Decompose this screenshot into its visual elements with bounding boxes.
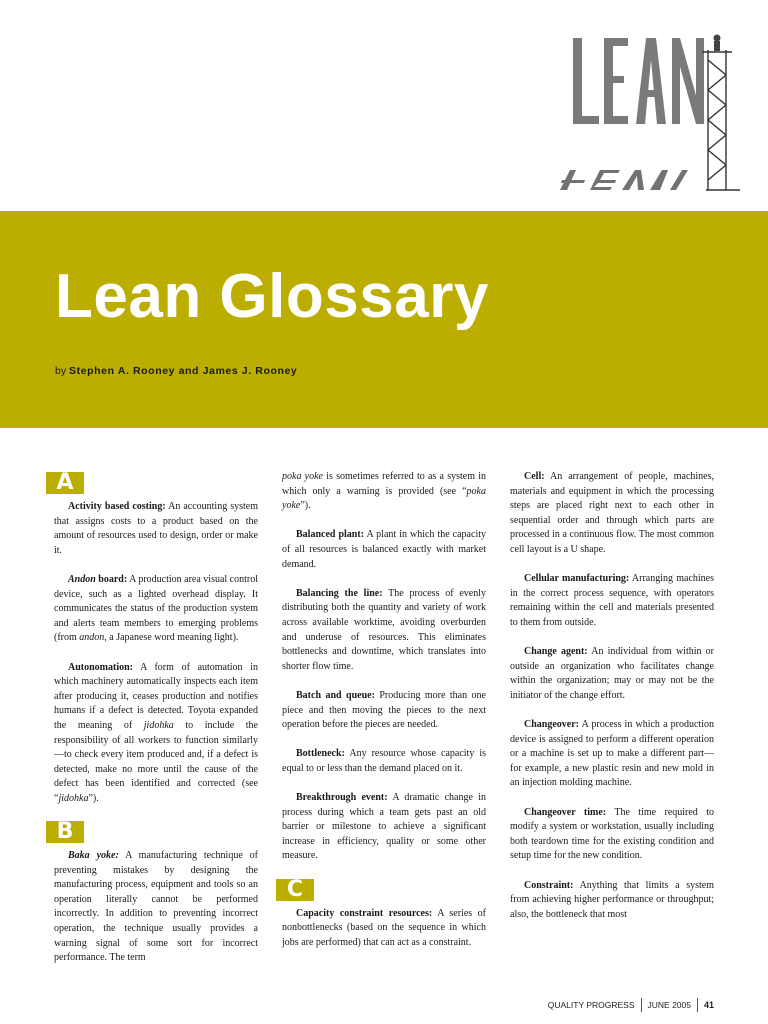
definition: A dramatic change in process during which a team gets past an old barrier or milestone to achieve a significant increase in efficiency, quality or some other measure. xyxy=(282,792,486,862)
definition: Arranging machines in the correct process sequence, with operators remaining within the cell and materials presented to them from outside. xyxy=(510,573,714,628)
section-letter-c: C xyxy=(276,879,314,901)
entry-balancing-the-line xyxy=(282,587,486,675)
entry-baka-yoke xyxy=(54,849,258,966)
term: Balancing the line: xyxy=(296,587,383,599)
entry-autonomation: Autonomation: A form of automation in which machinery automatically inspects each item after producing it, ceases production and notifies humans if a defect is detected. Toyota expanded the meaning of jidohka to include the responsibility of all workers to function similarly—to check every item produced and, if a defect is detected, make no more until the cause of the defect has been identified and corrected (see “jidohka”). xyxy=(54,661,258,804)
definition: Anything that limits a system from achieving higher performance or throughput; also, the bottleneck that most xyxy=(510,879,714,920)
term: Changeover: xyxy=(524,719,579,731)
term: Cell: xyxy=(524,471,545,482)
definition: Producing more than one piece and then moving the pieces to the next operation before the pieces are needed. xyxy=(282,689,486,731)
footer-divider xyxy=(697,998,698,1012)
column-2 xyxy=(282,470,486,950)
entry-cellular-manufacturing xyxy=(510,572,714,630)
term: Autonomation: xyxy=(68,661,134,673)
term: Capacity constraint resources: xyxy=(296,907,433,919)
issue-date: JUNE 2005 xyxy=(647,1000,691,1010)
term: Baka yoke: xyxy=(68,850,119,862)
entry-breakthrough-event xyxy=(282,791,486,864)
term: Activity based costing: xyxy=(68,501,166,512)
definition: The process of evenly distributing both the quantity and variety of work across available worktime, avoiding overburden and underuse of resources. This eliminates bottlenecks and downtime, which translates into shorter flow time. xyxy=(282,587,486,672)
term: Cellular manufacturing: xyxy=(524,573,630,585)
column-1 xyxy=(54,470,258,966)
entry-cell xyxy=(510,470,714,558)
entry-bottleneck xyxy=(282,747,486,776)
entry-changeover-time xyxy=(510,806,714,864)
footer-divider xyxy=(641,998,642,1012)
title-banner xyxy=(0,211,768,428)
definition: An accounting system that assigns costs to a product based on the amount of resources used to design, order or make it. xyxy=(54,501,258,556)
lean-logo-illustration xyxy=(540,30,750,196)
byline xyxy=(55,365,297,377)
definition: Any resource whose capacity is equal to or less than the demand placed on it. xyxy=(282,748,486,774)
definition: A series of nonbottlenecks (based on the sequence in which jobs are performed) that can act as a constraint. xyxy=(282,907,487,948)
page-footer xyxy=(548,998,714,1012)
term: Bottleneck: xyxy=(296,748,345,760)
definition: A form of automation in which machinery automatically inspects each item after producing it, ceases production and notifies humans if a defect is detected. Toyota expanded the meaning of xyxy=(54,661,258,731)
entry-changeover xyxy=(510,718,714,791)
term: Change agent: xyxy=(524,646,588,658)
section-letter-a: A xyxy=(46,472,84,494)
page-number: 41 xyxy=(703,1000,714,1010)
definition: A production area visual control device, such as a lighted overhead display. It communicates the status of the production system and alerts team members to emerging problems (from xyxy=(54,573,259,644)
section-letter-b: B xyxy=(46,821,84,843)
term: Batch and queue: xyxy=(296,689,375,701)
entry-andon-board: Andon board: A production area visual control device, such as a lighted overhead display. It communicates the status of the production system and alerts team members to emerging problems (from andon, a Japanese word meaning light). xyxy=(54,573,259,644)
term: Constraint: xyxy=(524,879,574,891)
definition: A process in which a production device is assigned to perform a different operation or a machine is set up to make a different part—for example, a new plastic resin and new mold in an injection molding machine. xyxy=(510,719,714,789)
definition: The time required to modify a system or workstation, usually including both teardown time for the existing condition and setup time for the new condition. xyxy=(510,806,715,862)
entry-activity-based-costing xyxy=(54,500,258,558)
term: Breakthrough event: xyxy=(296,792,388,804)
definition: A manufacturing technique of preventing mistakes by designing the manufacturing process, equipment and tools so an operation literally cannot be performed incorrectly. In addition to preventing incorrect operation, the technique usually provides a warning signal of some sort for incorrect performance. The term xyxy=(54,850,258,964)
entry-balanced-plant xyxy=(282,528,486,572)
term: Changeover time: xyxy=(524,806,607,818)
byline-authors: Stephen A. Rooney and James J. Rooney xyxy=(69,365,298,377)
page-title: Lean Glossary xyxy=(55,262,489,331)
definition: A plant in which the capacity of all resources is balanced exactly with market demand. xyxy=(282,529,486,570)
definition: An individual from within or outside an organization who facilitates change within the organization; may or may not be the initiator of the change effort. xyxy=(510,646,715,701)
entry-batch-and-queue xyxy=(282,689,486,733)
publication-name: QUALITY PROGRESS xyxy=(547,1000,635,1010)
column-3 xyxy=(510,470,714,922)
byline-prefix: by xyxy=(55,365,67,377)
definition: An arrangement of people, machines, materials and equipment in which the processing steps are placed right next to each other in sequential order and through which parts are processed in a continuous flow. The most common cell layout is a U shape. xyxy=(510,471,714,555)
term: Balanced plant: xyxy=(296,529,365,541)
entry-constraint xyxy=(510,879,714,923)
entry-baka-yoke-continued: poka yoke is sometimes referred to as a system in which only a warning is provided (see “poka yoke”). xyxy=(282,471,486,512)
entry-change-agent xyxy=(510,645,714,703)
entry-capacity-constraint-resources xyxy=(282,907,486,951)
term: Andon board: xyxy=(68,573,128,585)
